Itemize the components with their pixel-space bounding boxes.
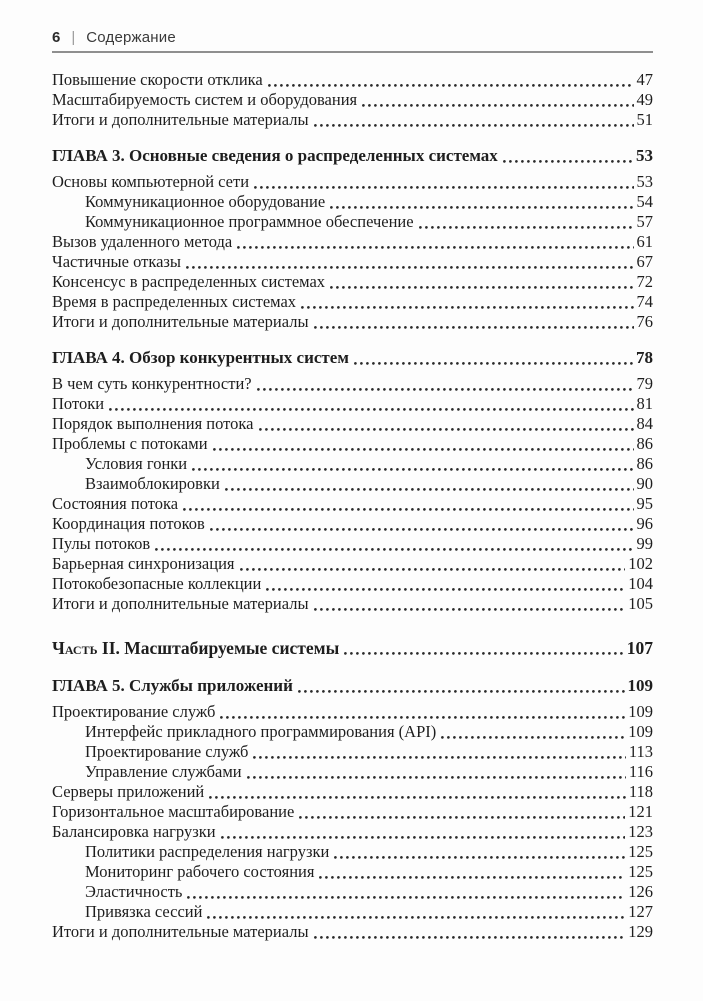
toc-entry-label: Условия гонки [85, 454, 188, 473]
toc-entry-label: В чем суть конкурентности? [52, 374, 252, 393]
toc-entry [52, 534, 653, 554]
toc-entry-label: Привязка сессий [85, 902, 203, 921]
toc-leader-dots [209, 796, 626, 799]
toc-entry [52, 494, 653, 514]
toc-entry-label: Горизонтальное масштабирование [52, 802, 295, 821]
toc-entry [52, 454, 653, 474]
toc-leader-dots [213, 448, 634, 451]
toc-entry-label: Итоги и дополнительные материалы [52, 594, 309, 613]
toc-chapter-entry [52, 676, 653, 696]
toc-leader-dots [207, 916, 625, 919]
toc-entry [52, 802, 653, 822]
toc-entry-page: 61 [636, 232, 653, 251]
toc-entry [52, 374, 653, 394]
toc-leader-dots [268, 84, 634, 87]
toc-entry-page: 99 [636, 534, 653, 553]
toc-entry [52, 762, 653, 782]
toc-leader-dots [314, 326, 634, 329]
toc-entry-page: 53 [636, 172, 653, 191]
toc-entry [52, 554, 653, 574]
toc-leader-dots [257, 388, 634, 391]
toc-entry-page: 107 [626, 638, 653, 658]
toc-leader-dots [419, 226, 634, 229]
toc-entry-label: ГЛАВА 3. Основные сведения о распределенных системах [52, 146, 498, 165]
toc-entry-page: 109 [628, 722, 653, 741]
toc-entry-page: 53 [636, 146, 653, 165]
toc-entry-label: Интерфейс прикладного программирования (API) [85, 722, 437, 741]
toc-entry-page: 51 [636, 110, 653, 129]
toc-entry [52, 272, 653, 292]
toc-entry-page: 105 [628, 594, 653, 613]
toc-entry-page: 86 [636, 434, 653, 453]
toc-entry-page: 84 [636, 414, 653, 433]
toc-entry [52, 312, 653, 332]
toc-entry-label: Эластичность [85, 882, 183, 901]
toc-entry-page: 118 [628, 782, 653, 801]
toc-leader-dots [192, 468, 633, 471]
toc-entry-page: 102 [628, 554, 653, 573]
toc-leader-dots [247, 776, 626, 779]
toc-entry-page: 125 [628, 842, 653, 861]
toc-entry-label: ГЛАВА 4. Обзор конкурентных систем [52, 348, 349, 367]
toc-leader-dots [314, 608, 626, 611]
toc-entry [52, 742, 653, 762]
toc-entry-page: 95 [636, 494, 653, 513]
toc-leader-dots [266, 588, 625, 591]
toc-entry-page: 90 [636, 474, 653, 493]
toc-entry-page: 129 [628, 922, 653, 941]
toc-leader-dots [183, 508, 633, 511]
toc-entry-label: Порядок выполнения потока [52, 414, 254, 433]
toc-chapter-entry [52, 348, 653, 368]
toc-entry-page: 96 [636, 514, 653, 533]
toc-entry [52, 574, 653, 594]
toc-leader-dots [354, 362, 633, 365]
toc-entry-label: ГЛАВА 5. Службы приложений [52, 676, 293, 695]
toc-entry-label: Проектирование служб [52, 702, 216, 721]
toc-entry-page: 126 [628, 882, 653, 901]
toc-part-entry [52, 638, 653, 658]
toc-entry-page: 81 [636, 394, 653, 413]
toc-leader-dots [109, 408, 633, 411]
toc-entry [52, 842, 653, 862]
toc-entry-label: Итоги и дополнительные материалы [52, 922, 309, 941]
toc-leader-dots [253, 756, 625, 759]
toc-leader-dots [298, 690, 625, 693]
toc-entry-label: Коммуникационное программное обеспечение [85, 212, 414, 231]
toc-entry-label: Итоги и дополнительные материалы [52, 110, 309, 129]
toc-leader-dots [299, 816, 625, 819]
toc-leader-dots [254, 186, 633, 189]
toc-entry [52, 252, 653, 272]
toc-entry [52, 414, 653, 434]
toc-leader-dots [210, 528, 634, 531]
toc-entry [52, 702, 653, 722]
toc-leader-dots [155, 548, 633, 551]
toc-entry-page: 72 [636, 272, 653, 291]
toc-leader-dots [221, 836, 626, 839]
toc-chapter-entry [52, 146, 653, 166]
toc-entry-page: 109 [628, 702, 653, 721]
toc-entry-label: Время в распределенных системах [52, 292, 297, 311]
toc-entry [52, 192, 653, 212]
toc-entry [52, 474, 653, 494]
toc-entry-label: Потокобезопасные коллекции [52, 574, 262, 593]
toc-leader-dots [240, 568, 626, 571]
toc-entry [52, 514, 653, 534]
toc-entry-page: 54 [636, 192, 653, 211]
toc-entry-page: 78 [636, 348, 653, 367]
toc-entry-page: 47 [636, 70, 653, 89]
toc-entry-label: Политики распределения нагрузки [85, 842, 330, 861]
toc-entry-label: Частичные отказы [52, 252, 182, 271]
toc-entry [52, 722, 653, 742]
toc-entry [52, 862, 653, 882]
toc-entry-page: 125 [628, 862, 653, 881]
toc-entry-label: Серверы приложений [52, 782, 205, 801]
toc-entry-label: Часть II. Масштабируемые системы [52, 638, 340, 658]
toc-leader-dots [319, 876, 625, 879]
toc-entry-label: Взаимоблокировки [85, 474, 220, 493]
toc-entry-page: 49 [636, 90, 653, 109]
toc-leader-dots [344, 652, 624, 655]
toc-leader-dots [259, 428, 634, 431]
toc-entry-page: 104 [628, 574, 653, 593]
toc-entry-page: 109 [627, 676, 653, 695]
toc-entry [52, 110, 653, 130]
toc-entry-label: Состояния потока [52, 494, 179, 513]
toc-part-prefix: Часть II. [52, 638, 120, 658]
toc-leader-dots [503, 160, 633, 163]
toc-entry [52, 70, 653, 90]
toc-entry [52, 594, 653, 614]
toc-entry-page: 116 [628, 762, 653, 781]
toc-entry-label: Балансировка нагрузки [52, 822, 216, 841]
toc-entry-label: Барьерная синхронизация [52, 554, 235, 573]
toc-entry [52, 822, 653, 842]
toc-leader-dots [237, 246, 633, 249]
toc-entry-label: Потоки [52, 394, 105, 413]
header-section-title: Содержание [86, 29, 176, 46]
toc-leader-dots [330, 286, 633, 289]
toc-entry-label: Проблемы с потоками [52, 434, 208, 453]
toc-entry-label: Мониторинг рабочего состояния [85, 862, 315, 881]
toc-entry-label: Вызов удаленного метода [52, 232, 233, 251]
toc-entry-label: Консенсус в распределенных системах [52, 272, 326, 291]
toc-entry-page: 57 [636, 212, 653, 231]
toc-entry-label: Повышение скорости отклика [52, 70, 263, 89]
toc-entry-label: Итоги и дополнительные материалы [52, 312, 309, 331]
toc-leader-dots [334, 856, 625, 859]
toc-entry-page: 113 [628, 742, 653, 761]
toc-leader-dots [314, 936, 626, 939]
toc-entry-label: Основы компьютерной сети [52, 172, 250, 191]
toc-entry-page: 123 [628, 822, 653, 841]
toc-entry-label: Масштабируемость систем и оборудования [52, 90, 358, 109]
toc-entry-page: 76 [636, 312, 653, 331]
toc-leader-dots [301, 306, 633, 309]
toc-entry-label: Управление службами [85, 762, 242, 781]
toc-entry-page: 74 [636, 292, 653, 311]
toc-leader-dots [330, 206, 633, 209]
running-header [52, 29, 653, 53]
toc-leader-dots [225, 488, 634, 491]
toc-entry-label: Коммуникационное оборудование [85, 192, 326, 211]
toc-entry [52, 90, 653, 110]
toc-entry [52, 292, 653, 312]
toc-leader-dots [441, 736, 625, 739]
toc-entry-page: 121 [628, 802, 653, 821]
toc-leader-dots [362, 104, 633, 107]
toc-entry-page: 79 [636, 374, 653, 393]
toc-entry [52, 232, 653, 252]
toc-leader-dots [186, 266, 633, 269]
toc-entry-label: Пулы потоков [52, 534, 151, 553]
header-separator: | [71, 29, 76, 46]
toc-leader-dots [314, 124, 634, 127]
toc-entry [52, 782, 653, 802]
toc-entry-page: 86 [636, 454, 653, 473]
toc-entry [52, 922, 653, 942]
toc-entry-label: Координация потоков [52, 514, 205, 533]
toc-list [52, 70, 653, 942]
toc-leader-dots [187, 896, 625, 899]
toc-entry [52, 434, 653, 454]
toc-entry [52, 882, 653, 902]
toc-entry-label: Проектирование служб [85, 742, 249, 761]
toc-entry-page: 127 [628, 902, 653, 921]
toc-entry [52, 212, 653, 232]
toc-entry [52, 394, 653, 414]
toc-leader-dots [220, 716, 625, 719]
toc-entry [52, 172, 653, 192]
toc-entry-page: 67 [636, 252, 653, 271]
toc-entry [52, 902, 653, 922]
header-page-number: 6 [52, 29, 61, 46]
